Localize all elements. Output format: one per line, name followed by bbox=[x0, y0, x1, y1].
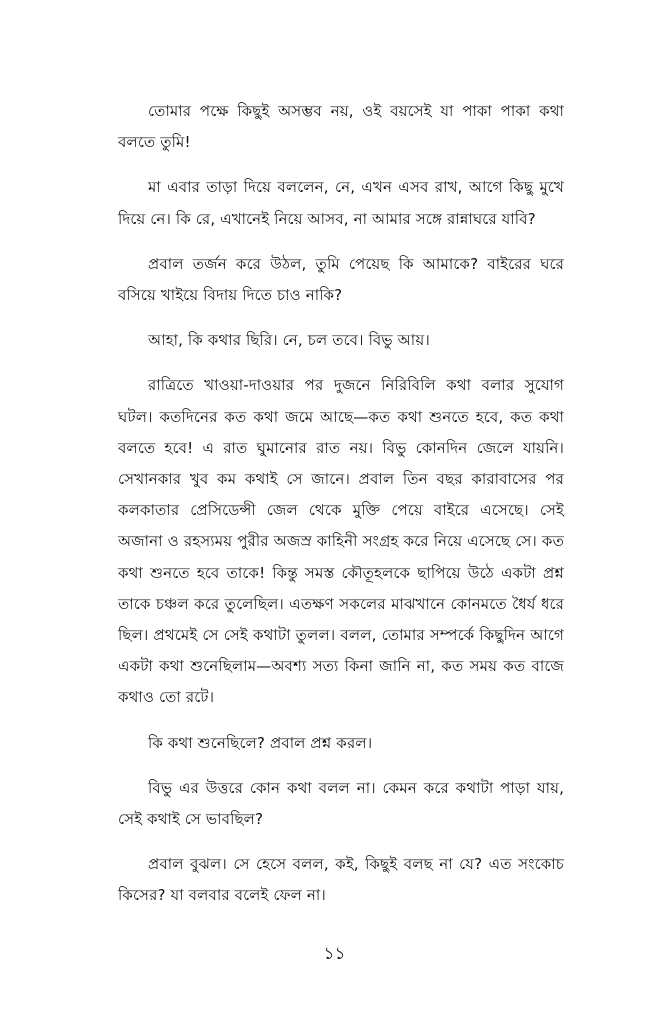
paragraph-5: রাত্রিতে খাওয়া-দাওয়ার পর দুজনে নিরিবিলি কথা বলার সুযোগ ঘটল। কতদিনের কত কথা জমে আছে—কত কথা শুনতে হবে, কত কথা বলতে হবে! এ রাত ঘুমানোর রাত নয়। বিভু কোনদিন জেলে যায়নি। সেখানকার খুব কম কথাই সে জানে। প্রবাল তিন বছর কারাবাসের পর কলকাতার প্রেসিডেন্সী জেল থেকে মুক্তি পেয়ে বাইরে এসেছে। সেই অজানা ও রহস্যময় পুরীর অজস্র কাহিনী সংগ্রহ করে নিয়ে এসেছে সে। কত কথা শুনতে হবে তাকে! কিন্তু সমস্ত কৌতূহলকে ছাপিয়ে উঠে একটা প্রশ্ন তাকে চঞ্চল করে তুলেছিল। এতক্ষণ সকলের মাঝখানে কোনমতে ধৈর্য ধরে ছিল। প্রথমেই সে সেই কথাটা তুলল। বলল, তোমার সম্পর্কে কিছুদিন আগে একটা কথা শুনেছিলাম—অবশ্য সত্য কিনা জানি না, কত সময় কত বাজে কথাও তো রটে। bbox=[118, 376, 564, 707]
paragraph-7: বিভু এর উত্তরে কোন কথা বলল না। কেমন করে কথাটা পাড়া যায়, সেই কথাই সে ভাবছিল? bbox=[118, 778, 564, 829]
paragraph-8: প্রবাল বুঝল। সে হেসে বলল, কই, কিছুই বলছ না যে? এত সংকোচ কিসের? যা বলবার বলেই ফেল না। bbox=[118, 855, 564, 905]
paragraph-2: মা এবার তাড়া দিয়ে বললেন, নে, এখন এসব রাখ, আগে কিছু মুখে দিয়ে নে। কি রে, এখানেই নিয়ে আসব, না আমার সঙ্গে রান্নাঘরে যাবি? bbox=[118, 178, 564, 228]
page-number: ১১ bbox=[323, 944, 346, 964]
paragraph-1: তোমার পক্ষে কিছুই অসম্ভব নয়, ওই বয়সেই যা পাকা পাকা কথা বলতে তুমি! bbox=[118, 102, 564, 152]
paragraph-4: আহা, কি কথার ছিরি। নে, চল তবে। বিভু আয়। bbox=[148, 331, 430, 350]
body-text bbox=[118, 96, 564, 926]
paragraph-3: প্রবাল তর্জন করে উঠল, তুমি পেয়েছ কি আমাকে? বাইরের ঘরে বসিয়ে খাইয়ে বিদায় দিতে চাও নাকি? bbox=[118, 254, 564, 305]
paragraph-6: কি কথা শুনেছিলে? প্রবাল প্রশ্ন করল। bbox=[148, 733, 373, 752]
